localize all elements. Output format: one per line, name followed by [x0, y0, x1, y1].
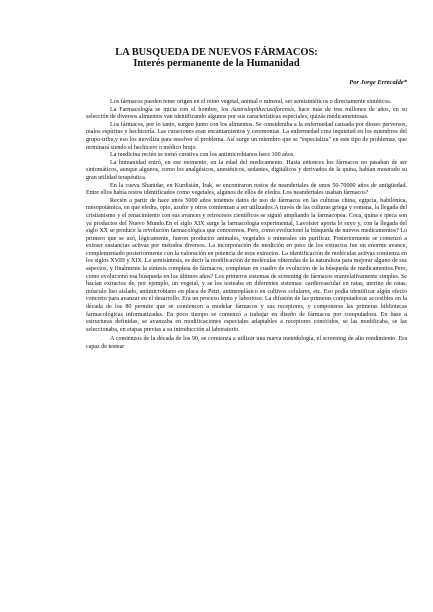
paragraph-4	[86, 152, 407, 160]
paragraph-text: La Farmacología se inicia con el hombre, los	[110, 106, 232, 113]
document-title: LA BUSQUEDA DE NUEVOS FÁRMACOS:	[115, 47, 318, 58]
paragraph-text: , hace más de tres millones de años, en su selección de diversos alimentos van identificando algunos por sus características especiales, quizás medicamentosas.	[86, 106, 407, 121]
paragraph-6	[86, 183, 407, 198]
paragraph-1	[86, 99, 407, 107]
paragraph-text: Los fármacos pueden tener origen en el reino vegetal, animal o mineral, ser semisintéticos o directamente sintéticos.	[110, 99, 392, 105]
paragraph-text: Recién a partir de hace unos 5000 años tenemos datos de uso de fármacos en las culturas china, egipcia, babilónica, mesopotámica, en que efedra, opio, azufre y otros comienzan a ser utilizados.A través de las culturas griega y romana, la llegada del cristianismo y el renacimiento con sus avances y retrocesos científicos se siguió ampliando la farmacopea. Coca, quina e ipeca son ya productos del Nuevo Mundo.En el siglo XIX surge la farmacología experimental, Lavoisier aporta lo suyo y, con la llegada del siglo XX se produce la revolución farmacológica que conocemos. Pero, como evolucionó la búsqueda de nuevos medicamentos? Lo primero que se usó, lógicamente, fueron productos animales, vegetales o minerales sin purificar. Posteriormente se comenzó a extraer sustancias activas por métodos diversos. La incorporación de medición en peso de los extractos fue un enorme avance, complementado posteriormente con la valoración en potencia de esos extractos. La identificación de moléculas activas comienza en los siglos XVIII y XIX. La semisíntesis, es decir la modificación de moléculas obtenidas de la naturaleza para mejorar alguno de sus aspectos, y finalmente la síntesis completa de fármacos, completan en cuadro de evolución de la búsqueda de medicamentos.Pero, como evolucionó esa búsqueda en los últimos años? Los primeros sistemas de screening de fármacos eranrelativamente simples. Se hacían extractos de, por ejemplo, un vegetal, y se los testeaba en diferentes sistemas: cardiovascular en ratas, uterino de ratas, músculo liso aislado, antimicrobiano en placa de Petri, antineoplásico en cultivos celulares, etc. Eso podía identificar algún efecto concreto para avanzar en el desarrollo. Era un proceso lento y laborioso. La difusión de las primeras computadoras accesibles en la década de los 80 permite que se comiencen a modelar fármacos y sus receptores, y componerse las primeras bibliotecas farmacológicas informatizadas. En poco tiempo se comenzó a trabajar en diseño de fármacos por computadora. En base a estructuras definidas, se avanzaba en modificaciones especiales adaptables a receptores conocidos, se las modificaba, se las seleccionaba, en etapas previas a su introducción al laboratorio.	[86, 197, 407, 333]
paragraph-3	[86, 122, 407, 152]
document-subtitle: Interés permanente de la Humanidad	[133, 58, 300, 69]
paragraph-text: A comienzos de la década de los 90, se comienza a utilizar una nueva metodología, el screening de alto rendimiento. Era capaz de testear	[86, 336, 407, 350]
paragraph-text: Los fármacos, por lo tanto, surgen junto con los alimentos. Se consideraba a la enfermedad causada por dioses perversos, malos espíritus y hechicería. Las curaciones eran encantamientos y ceremonias. La enfermedad crea inquietud en los miembros del grupo-tribu,y eso los moviliza para resolver el problema. Así surge un miembro que se "especializa" en este tipo de problemas, que terminará siendo el hechicero o médico brujo.	[86, 121, 407, 151]
paragraph-5	[86, 160, 407, 183]
paragraph-text: La medicina recién se tornó curativa con los antimicrobianos hace 100 años.	[110, 152, 295, 159]
paragraph-text: La humanidad entró, en ese momento, en la edad del medicamento. Hasta entonces los fármacos no pasaban de ser sintomáticos, aunque algunos, como los analgésicos, anestésicos, sedantes, digitálicos y derivados de la quina, habían mostrado su gran utilidad terapéutica.	[86, 159, 407, 181]
species-name: Australopithecusafarensis	[231, 106, 295, 113]
paragraph-text: En la cueva Shanidar, en Kurdistán, Irak, se encontraron restos de neandertales de unos 50-70000 años de antigüedad. Entre ellos había restos identificados como vegetales, algunos de ellos de efedra. Los neandertales usaban fármacos?	[86, 182, 407, 197]
paragraph-8	[86, 336, 407, 351]
paragraph-2	[86, 107, 407, 122]
author-line: Por Jorge Errecalde*	[349, 79, 407, 86]
paragraph-7	[86, 198, 407, 335]
article-body	[86, 99, 407, 352]
